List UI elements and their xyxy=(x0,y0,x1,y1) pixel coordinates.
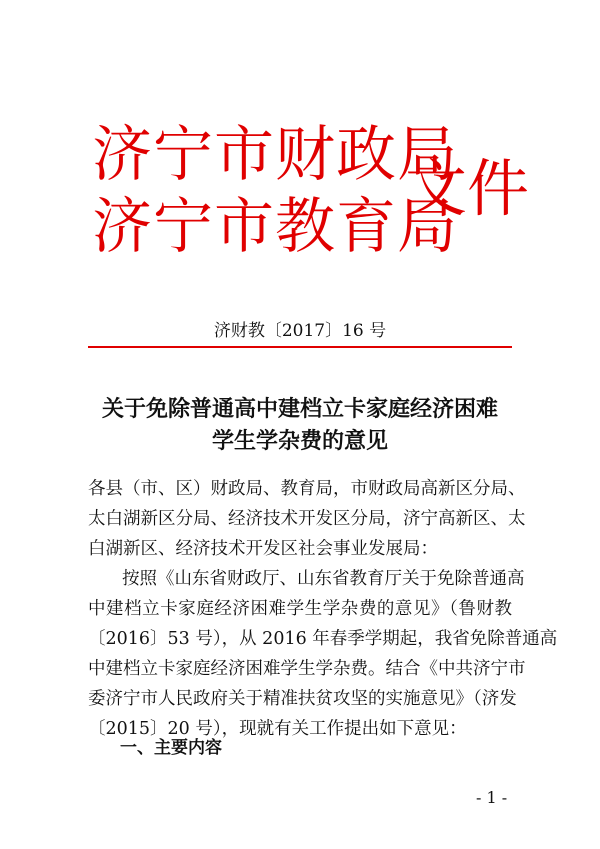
issuer-finance-bureau: 济宁市财政局 xyxy=(92,120,458,190)
body-line-4: 按照《山东省财政厅、山东省教育厅关于免除普通高 xyxy=(122,569,525,589)
header-wenjian-label: 文件 xyxy=(405,152,530,225)
page-number: - 1 - xyxy=(476,788,508,807)
body-line-5: 中建档立卡家庭经济困难学生学杂费的意见》（鲁财教 xyxy=(88,599,512,619)
body-line-6: 〔2016〕53 号），从 2016 年春季学期起，我省免除普通高 xyxy=(88,629,558,649)
red-divider-line xyxy=(88,346,512,348)
issuer-education-bureau: 济宁市教育局 xyxy=(92,192,458,262)
body-line-8: 委济宁市人民政府关于精准扶贫攻坚的实施意见》（济发 xyxy=(88,689,517,709)
document-title-line-2: 学生学杂费的意见 xyxy=(211,429,388,454)
document-number: 济财教〔2017〕16 号 xyxy=(213,321,387,341)
document-title-line-1: 关于免除普通高中建档立卡家庭经济困难 xyxy=(101,397,498,422)
body-line-1: 各县（市、区）财政局、教育局，市财政局高新区分局、 xyxy=(88,479,526,499)
body-line-2: 太白湖新区分局、经济技术开发区分局，济宁高新区、太 xyxy=(88,509,526,529)
body-line-3: 白湖新区、经济技术开发区社会事业发展局： xyxy=(88,539,438,559)
body-line-9: 〔2015〕20 号），现就有关工作提出如下意见： xyxy=(88,719,467,739)
section-heading: 一、主要内容 xyxy=(120,738,222,758)
body-line-7: 中建档立卡家庭经济困难学生学杂费。结合《中共济宁市 xyxy=(88,659,526,679)
